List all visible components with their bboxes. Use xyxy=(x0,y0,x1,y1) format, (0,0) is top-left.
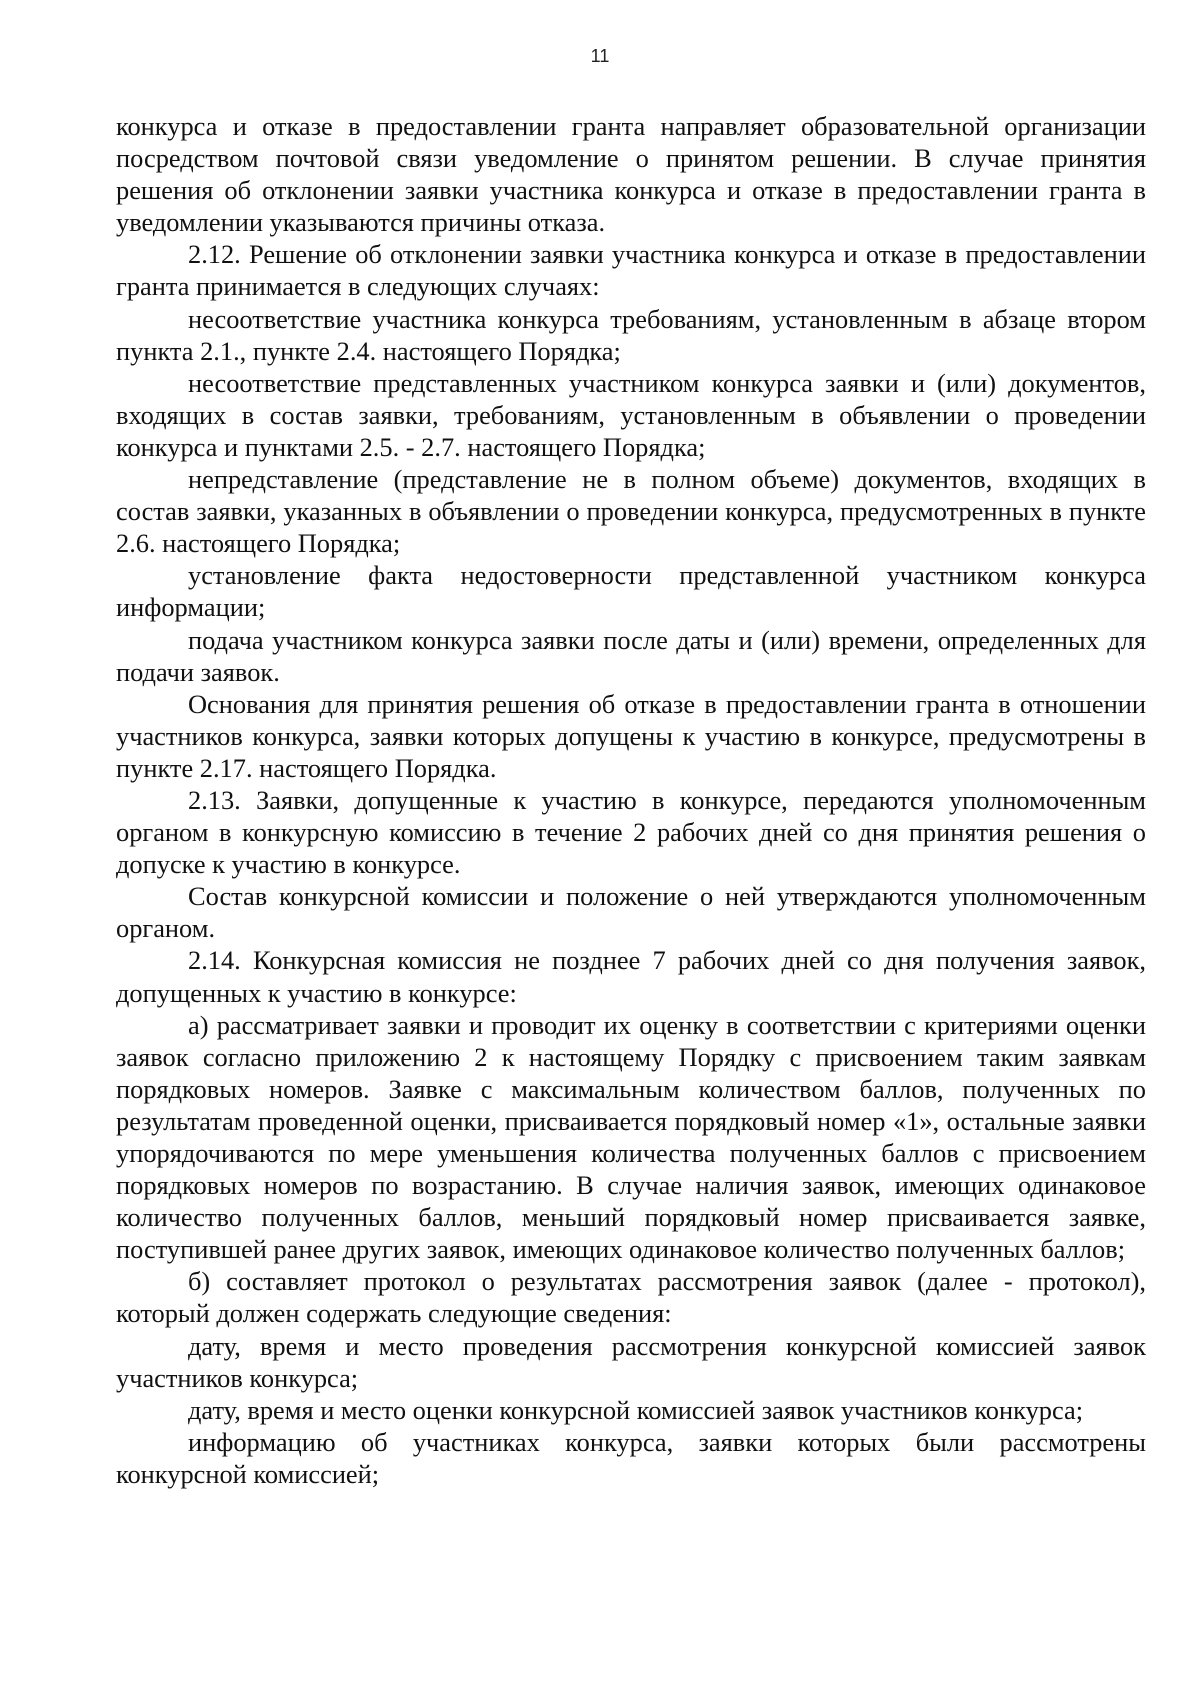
paragraph-reason-documents-missing: непредставление (представление не в полном объеме) документов, входящих в состав заявки, указанных в объявлении о проведении конкурса, предусмотренных в пункте 2.6. настоящего Порядка; xyxy=(116,464,1146,559)
paragraph-continuation: конкурса и отказе в предоставлении гранта направляет образовательной организации посредством почтовой связи уведомление о принятом решении. В случае принятия решения об отклонении заявки участника конкурса и отказе в предоставлении гранта в уведомлении указываются причины отказа. xyxy=(116,111,1146,238)
paragraph-2-14: 2.14. Конкурсная комиссия не позднее 7 рабочих дней со дня получения заявок, допущенных к участию в конкурсе: xyxy=(116,945,1146,1008)
paragraph-reason-documents-mismatch: несоответствие представленных участником конкурса заявки и (или) документов, входящих в состав заявки, требованиям, установленным в объявлении о проведении конкурса и пунктами 2.5. - 2.7. настоящего Порядка; xyxy=(116,367,1146,462)
paragraph-protocol-date-review: дату, время и место проведения рассмотрения конкурсной комиссией заявок участников конкурса; xyxy=(116,1330,1146,1393)
document-body xyxy=(116,110,1146,1490)
paragraph-reason-requirements: несоответствие участника конкурса требованиям, установленным в абзаце втором пункта 2.1., пункте 2.4. настоящего Порядка; xyxy=(116,303,1146,366)
paragraph-protocol-date-evaluation: дату, время и место оценки конкурсной комиссией заявок участников конкурса; xyxy=(188,1394,1084,1425)
paragraph-item-a: а) рассматривает заявки и проводит их оценку в соответствии с критериями оценки заявок согласно приложению 2 к настоящему Порядку с присвоением таким заявкам порядковых номеров. Заявке с максимальным количеством баллов, полученных по результатам проведенной оценки, присваивается порядковый номер «1», остальные заявки упорядочиваются по мере уменьшения количества полученных баллов с присвоением порядковых номеров по возрастанию. В случае наличия заявок, имеющих одинаковое количество полученных баллов, меньший порядковый номер присваивается заявке, поступившей ранее других заявок, имеющих одинаковое количество полученных баллов; xyxy=(116,1009,1146,1265)
paragraph-commission-composition: Состав конкурсной комиссии и положение о ней утверждаются уполномоченным органом. xyxy=(116,881,1146,944)
paragraph-reason-late-submission: подача участником конкурса заявки после даты и (или) времени, определенных для подачи заявок. xyxy=(116,624,1146,687)
paragraph-2-12: 2.12. Решение об отклонении заявки участника конкурса и отказе в предоставлении гранта принимается в следующих случаях: xyxy=(116,239,1146,302)
paragraph-2-13: 2.13. Заявки, допущенные к участию в конкурсе, передаются уполномоченным органом в конкурсную комиссию в течение 2 рабочих дней со дня принятия решения о допуске к участию в конкурсе. xyxy=(116,784,1146,880)
paragraph-refusal-grounds: Основания для принятия решения об отказе в предоставлении гранта в отношении участников конкурса, заявки которых допущены к участию в конкурсе, предусмотрены в пункте 2.17. настоящего Порядка. xyxy=(116,688,1146,783)
paragraph-item-b: б) составляет протокол о результатах рассмотрения заявок (далее - протокол), который должен содержать следующие сведения: xyxy=(116,1266,1146,1329)
page-number: 11 xyxy=(590,46,610,66)
paragraph-reason-false-info: установление факта недостоверности представленной участником конкурса информации; xyxy=(116,560,1146,623)
paragraph-protocol-participants: информацию об участниках конкурса, заявки которых были рассмотрены конкурсной комиссией; xyxy=(116,1426,1146,1489)
